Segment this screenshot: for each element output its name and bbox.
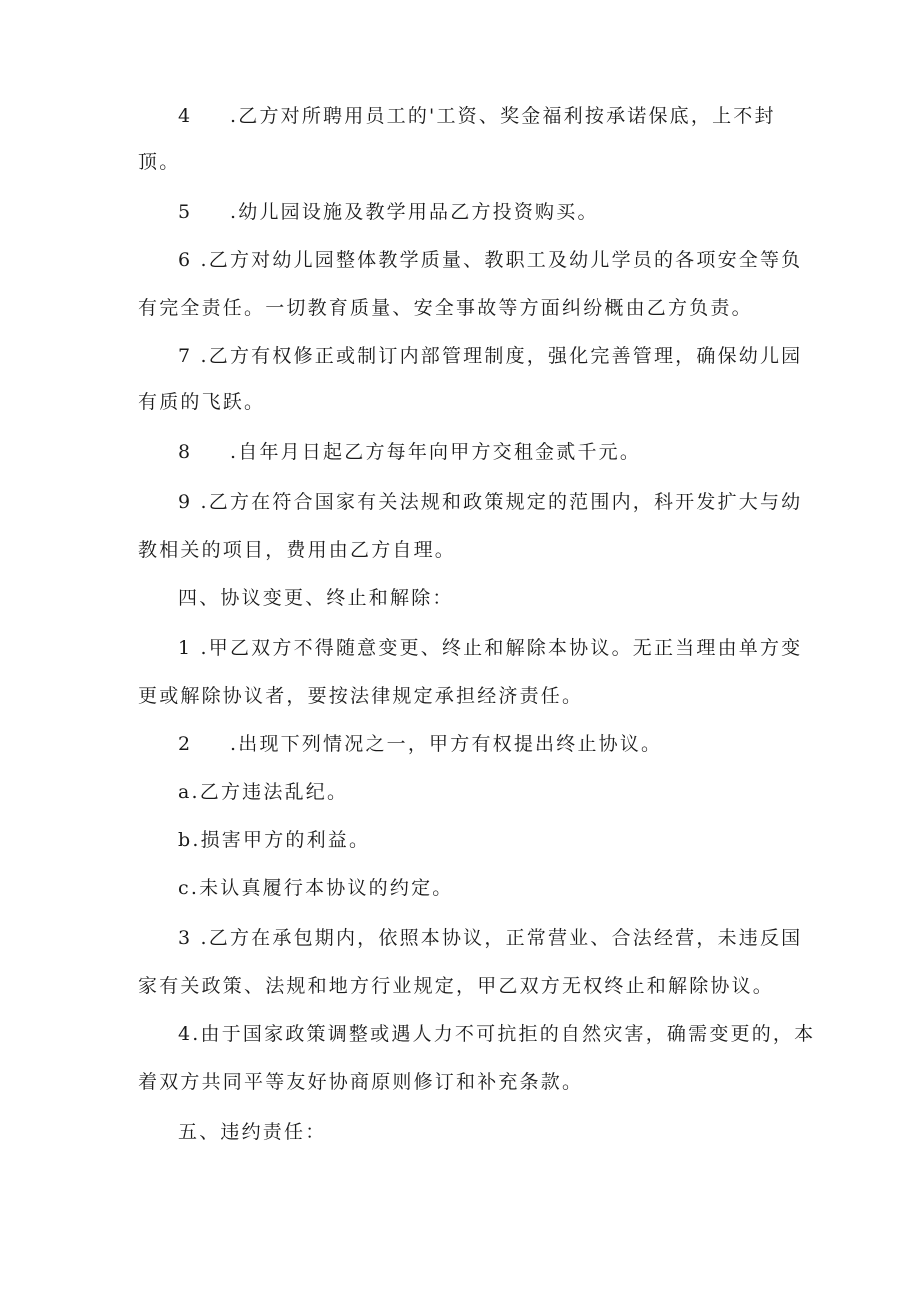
line-text: 1 .甲乙双方不得随意变更、终止和解除本协议。无正当理由单方变	[178, 637, 803, 659]
paragraph-line	[138, 974, 774, 998]
paragraph-line	[178, 876, 453, 900]
paragraph-line	[138, 296, 753, 320]
clause-number: 8	[178, 441, 193, 463]
line-text: 四、协议变更、终止和解除：	[178, 587, 454, 609]
paragraph-line	[138, 1070, 583, 1094]
line-text: a.乙方违法乱纪。	[178, 781, 349, 803]
paragraph-line	[178, 780, 348, 804]
clause-number: 2	[178, 733, 193, 755]
paragraph-line	[178, 490, 802, 514]
paragraph-line	[178, 440, 641, 464]
paragraph-line	[178, 344, 802, 368]
line-text: 有质的飞跃。	[138, 391, 266, 413]
line-text: .自年月日起乙方每年向甲方交租金贰千元。	[230, 441, 642, 463]
clause-number: 4	[178, 105, 193, 127]
line-text: 教相关的项目，费用由乙方自理。	[138, 539, 457, 561]
line-text: 顶。	[138, 151, 181, 173]
paragraph-line	[178, 104, 776, 128]
line-text: 家有关政策、法规和地方行业规定，甲乙双方无权终止和解除协议。	[138, 975, 775, 997]
clause-number: 5	[178, 201, 193, 223]
paragraph-line	[178, 1022, 815, 1046]
line-text: 6 .乙方对幼儿园整体教学质量、教职工及幼儿学员的各项安全等负	[178, 249, 803, 271]
paragraph-line	[178, 200, 599, 224]
line-text: 3 .乙方在承包期内，依照本协议，正常营业、合法经营，未违反国	[178, 927, 803, 949]
line-text: 9 .乙方在符合国家有关法规和政策规定的范围内，科开发扩大与幼	[178, 491, 803, 513]
paragraph-line	[178, 636, 802, 660]
paragraph-line	[178, 248, 802, 272]
paragraph-line	[178, 586, 454, 610]
line-text: 4.由于国家政策调整或遇人力不可抗拒的自然灾害，确需变更的，本	[178, 1023, 816, 1045]
line-text: 更或解除协议者，要按法律规定承担经济责任。	[138, 685, 584, 707]
line-text: 7 .乙方有权修正或制订内部管理制度，强化完善管理，确保幼儿园	[178, 345, 803, 367]
paragraph-line	[138, 390, 265, 414]
line-text: .乙方对所聘用员工的'工资、奖金福利按承诺保底，上不封	[230, 105, 776, 127]
paragraph-line	[138, 150, 180, 174]
line-text: 有完全责任。一切教育质量、安全事故等方面纠纷概由乙方负责。	[138, 297, 753, 319]
line-text: b.损害甲方的利益。	[178, 829, 371, 851]
paragraph-line	[178, 828, 370, 852]
line-text: 着双方共同平等友好协商原则修订和补充条款。	[138, 1071, 584, 1093]
paragraph-line	[178, 732, 662, 756]
paragraph-line	[178, 926, 802, 950]
paragraph-line	[138, 538, 456, 562]
line-text: .出现下列情况之一，甲方有权提出终止协议。	[230, 733, 663, 755]
paragraph-line	[138, 684, 583, 708]
line-text: .幼儿园设施及教学用品乙方投资购买。	[230, 201, 599, 223]
paragraph-line	[178, 1120, 326, 1144]
line-text: 五、违约责任：	[178, 1121, 327, 1143]
line-text: c.未认真履行本协议的约定。	[178, 877, 454, 899]
